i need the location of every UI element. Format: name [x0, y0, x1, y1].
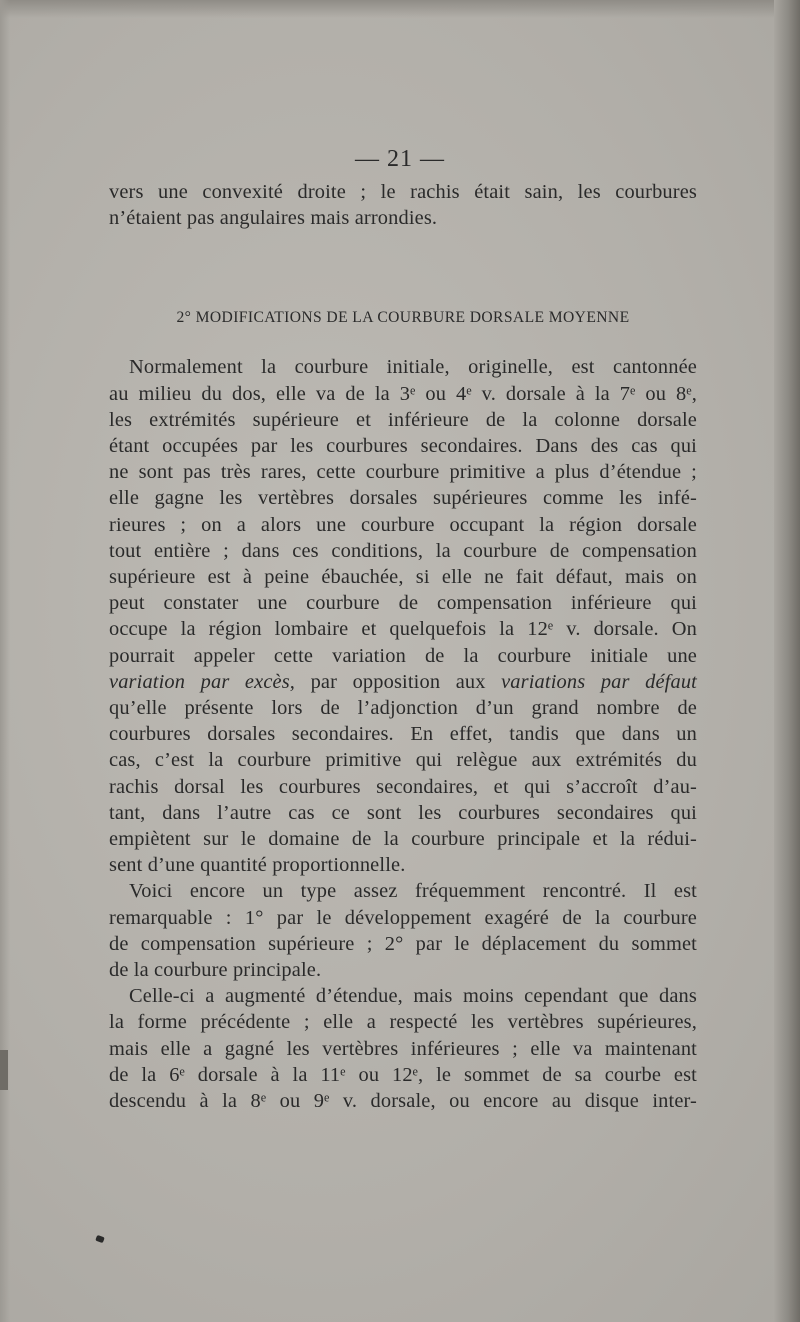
text-line: courbures dorsales secondaires. En effet, tandis que dans un [109, 723, 697, 746]
italic-phrase: variations par défaut [501, 670, 697, 693]
text-line: de la 6ᵉ dorsale à la 11ᵉ ou 12ᵉ, le sommet de sa courbe est [109, 1063, 697, 1086]
text-line: sent d’une quantité proportionnelle. [109, 854, 406, 877]
text-line: tout entière ; dans ces conditions, la courbure de compensation [109, 539, 697, 562]
text-line: peut constater une courbure de compensation inférieure qui [109, 592, 697, 615]
text-line: elle gagne les vertèbres dorsales supérieures comme les infé- [109, 487, 697, 510]
text-line: qu’elle présente lors de l’adjonction d’un grand nombre de [109, 697, 697, 720]
text-line: les extrémités supérieure et inférieure de la colonne dorsale [109, 408, 697, 431]
text-line: vers une convexité droite ; le rachis était sain, les courbures [109, 181, 697, 203]
text-line: mais elle a gagné les vertèbres inférieures ; elle va maintenant [109, 1037, 697, 1060]
text-line: rieures ; on a alors une courbure occupant la région dorsale [109, 513, 697, 536]
text-line: la forme précédente ; elle a respecté les vertèbres supérieures, [109, 1011, 697, 1034]
page-top-shadow [0, 0, 800, 18]
margin-mark [0, 1050, 8, 1090]
italic-phrase: variation par excès, [109, 670, 296, 693]
text-line: occupe la région lombaire et quelquefois la 12ᵉ v. dorsale. On [109, 618, 697, 641]
text-line: remarquable : 1° par le développement exagéré de la courbure [109, 906, 697, 929]
text-line: tant, dans l’autre cas ce sont les courbures secondaires qui [109, 801, 697, 824]
text-line: rachis dorsal les courbures secondaires, et qui s’accroît d’au- [109, 775, 697, 798]
text-line: de la courbure principale. [109, 959, 322, 982]
section-heading: 2° MODIFICATIONS DE LA COURBURE DORSALE MOYENNE [176, 309, 630, 327]
text-line: de compensation supérieure ; 2° par le déplacement du sommet [109, 932, 697, 955]
text-line: Celle-ci a augmenté d’étendue, mais moins cependant que dans [129, 985, 697, 1008]
text-line: supérieure est à peine ébauchée, si elle ne fait défaut, mais on [109, 566, 697, 589]
text-line: au milieu du dos, elle va de la 3ᵉ ou 4ᵉ v. dorsale à la 7ᵉ ou 8ᵉ, [109, 382, 697, 405]
text-line: n’étaient pas angulaires mais arrondies. [109, 207, 438, 230]
page-body [109, 179, 697, 1114]
text-line-mixed [109, 669, 697, 695]
text-line: empiètent sur le domaine de la courbure principale et la rédui- [109, 828, 697, 851]
page-right-edge [774, 0, 800, 1322]
text-line: cas, c’est la courbure primitive qui relègue aux extrémités du [109, 749, 697, 772]
text-line: Normalement la courbure initiale, originelle, est cantonnée [129, 356, 697, 379]
text-line: descendu à la 8ᵉ ou 9ᵉ v. dorsale, ou encore au disque inter- [109, 1090, 697, 1113]
text-line: ne sont pas très rares, cette courbure primitive a plus d’étendue ; [109, 461, 697, 484]
text-fragment: par opposition aux [310, 670, 486, 693]
page-number: — 21 — [355, 146, 445, 172]
text-line: pourrait appeler cette variation de la courbure initiale une [109, 644, 697, 667]
page-left-shadow [0, 0, 10, 1322]
text-line: Voici encore un type assez fréquemment rencontré. Il est [129, 880, 697, 903]
text-line: étant occupées par les courbures secondaires. Dans des cas qui [109, 435, 697, 458]
